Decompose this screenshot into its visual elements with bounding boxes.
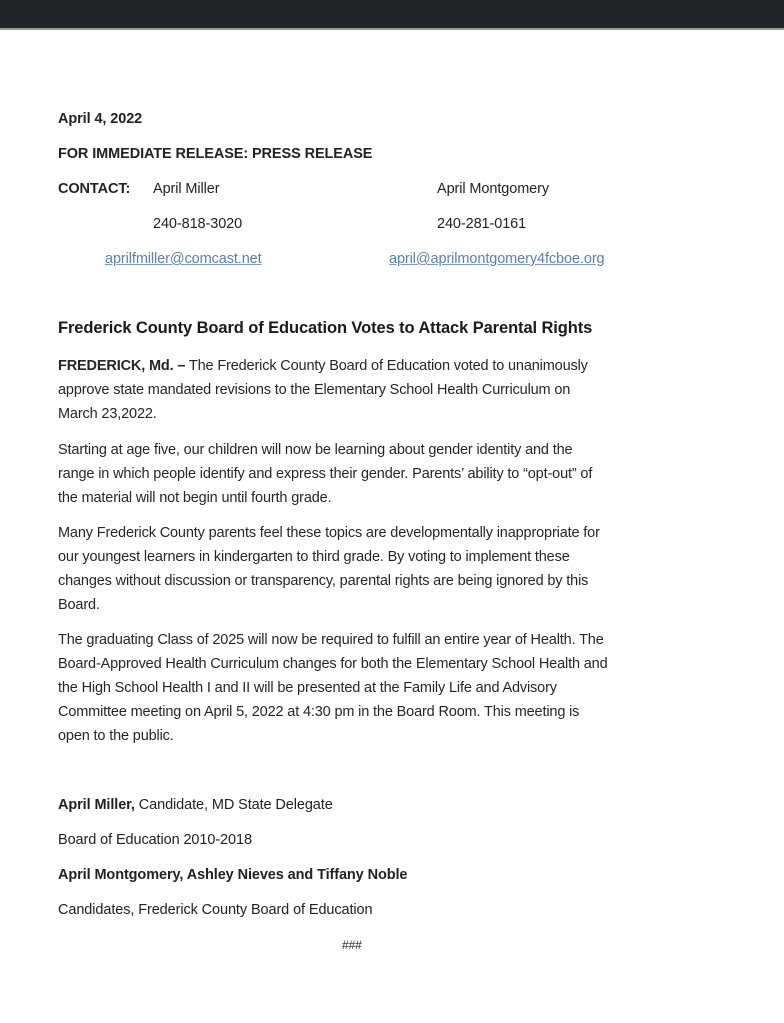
- contact-label: CONTACT:: [58, 181, 131, 197]
- paragraph-2: [58, 438, 738, 510]
- signature-line-3: April Montgomery, Ashley Nieves and Tiffany Noble: [58, 867, 408, 883]
- paragraph-3-line: our youngest learners in kindergarten to third grade. By voting to implement these: [58, 549, 570, 565]
- contact-2-email-link[interactable]: april@aprilmontgomery4fcboe.org: [389, 251, 605, 267]
- press-release-document: [0, 30, 784, 1023]
- end-mark: ###: [342, 938, 362, 952]
- top-dark-bar: [0, 0, 784, 30]
- contact-1-email-link[interactable]: aprilfmiller@comcast.net: [105, 251, 262, 267]
- contact-2-phone: 240-281-0161: [437, 216, 527, 232]
- paragraph-2-line: Starting at age five, our children will now be learning about gender identity and the: [58, 442, 573, 458]
- paragraph-4-line: Committee meeting on April 5, 2022 at 4:30 pm in the Board Room. This meeting is: [58, 704, 580, 720]
- paragraph-2-line: range in which people identify and express their gender. Parents’ ability to “opt-out” of: [58, 466, 593, 482]
- signature-line-1: [58, 796, 333, 814]
- contact-2-name: April Montgomery: [437, 181, 550, 197]
- paragraph-4-line: the High School Health I and II will be presented at the Family Life and Advisory: [58, 680, 557, 696]
- paragraph-3-line: Board.: [58, 597, 100, 613]
- contact-1-phone: 240-818-3020: [153, 216, 243, 232]
- signature-line-2: Board of Education 2010-2018: [58, 832, 252, 848]
- paragraph-4-line: The graduating Class of 2025 will now be required to fulfill an entire year of Health. The: [58, 632, 604, 648]
- signature-line-4: Candidates, Frederick County Board of Education: [58, 902, 373, 918]
- paragraph-4: [58, 628, 738, 748]
- paragraph-3: [58, 521, 738, 617]
- paragraph-4-line: Board-Approved Health Curriculum changes for both the Elementary School Health and: [58, 656, 608, 672]
- paragraph-3-line: Many Frederick County parents feel these topics are developmentally inappropriate for: [58, 525, 600, 541]
- paragraph-1: [58, 354, 738, 426]
- contact-1-name: April Miller: [153, 181, 220, 197]
- paragraph-4-line: open to the public.: [58, 728, 174, 744]
- dateline: FREDERICK, Md. –: [58, 358, 186, 374]
- paragraph-1-line: The Frederick County Board of Education voted to unanimously: [185, 358, 588, 374]
- headline: Frederick County Board of Education Votes to Attack Parental Rights: [58, 319, 593, 337]
- paragraph-1-line: approve state mandated revisions to the Elementary School Health Curriculum on: [58, 382, 571, 398]
- signature-title-miller: Candidate, MD State Delegate: [134, 797, 333, 813]
- paragraph-3-line: changes without discussion or transparency, parental rights are being ignored by this: [58, 573, 589, 589]
- paragraph-2-line: the material will not begin until fourth grade.: [58, 490, 332, 506]
- release-date: April 4, 2022: [58, 111, 143, 127]
- paragraph-1-line: March 23,2022.: [58, 406, 157, 422]
- signature-name-miller: April Miller,: [58, 797, 135, 813]
- release-label: FOR IMMEDIATE RELEASE: PRESS RELEASE: [58, 146, 373, 162]
